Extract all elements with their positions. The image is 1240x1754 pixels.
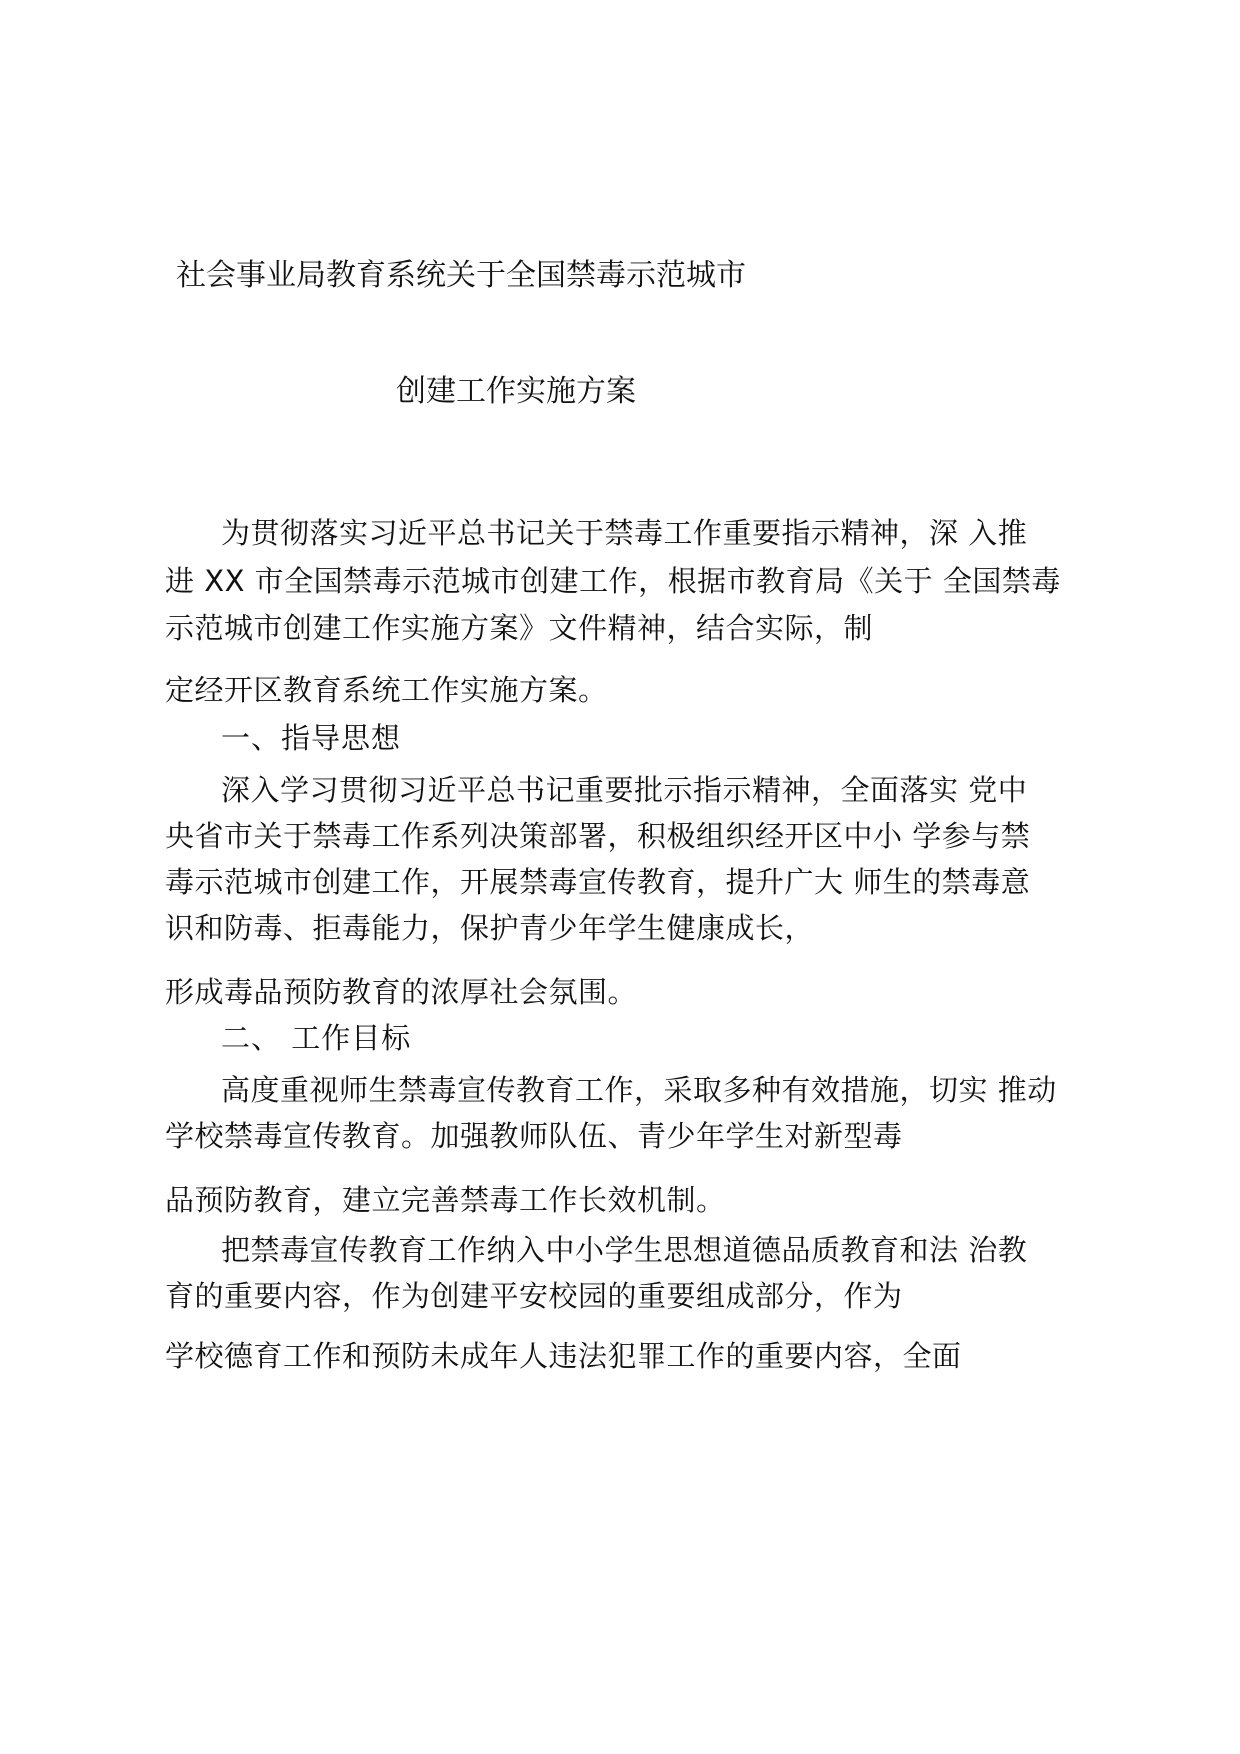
- paragraph-3-line-3: 品预防教育，建立完善禁毒工作长效机制。: [165, 1183, 726, 1217]
- section-heading-2: 二、 工作目标: [221, 1021, 412, 1055]
- paragraph-1-line-4: 定经开区教育系统工作实施方案。: [165, 673, 608, 707]
- paragraph-4-line-1: 把禁毒宣传教育工作纳入中小学生思想道德品质教育和法 治教: [221, 1233, 1028, 1267]
- paragraph-2-line-1: 深入学习贯彻习近平总书记重要批示指示精神，全面落实 党中: [221, 773, 1028, 807]
- section-heading-1: 一、指导思想: [221, 721, 402, 755]
- paragraph-3-line-2: 学校禁毒宣传教育。加强教师队伍、青少年学生对新型毒: [165, 1119, 903, 1153]
- paragraph-1-line-1: 为贯彻落实习近平总书记关于禁毒工作重要指示精神，深 入推: [221, 516, 1028, 550]
- paragraph-3-line-1: 高度重视师生禁毒宣传教育工作，采取多种有效措施，切实 推动: [221, 1073, 1057, 1107]
- paragraph-1-line-3: 示范城市创建工作实施方案》文件精神，结合实际，制: [165, 611, 874, 645]
- paragraph-2-line-4: 识和防毒、拒毒能力，保护青少年学生健康成长，: [165, 911, 815, 945]
- paragraph-2-line-2: 央省市关于禁毒工作系列决策部署，积极组织经开区中小 学参与禁: [165, 819, 1031, 853]
- paragraph-2-line-5: 形成毒品预防教育的浓厚社会氛围。: [165, 975, 638, 1009]
- paragraph-1-line-2: 进 XX 市全国禁毒示范城市创建工作，根据市教育局《关于 全国禁毒: [165, 564, 1061, 598]
- paragraph-4-line-3: 学校德育工作和预防未成年人违法犯罪工作的重要内容，全面: [165, 1339, 962, 1373]
- document-title-line-1: 社会事业局教育系统关于全国禁毒示范城市: [176, 258, 746, 293]
- paragraph-4-line-2: 育的重要内容，作为创建平安校园的重要组成部分，作为: [165, 1279, 903, 1313]
- document-title-line-2: 创建工作实施方案: [396, 374, 636, 409]
- paragraph-2-line-3: 毒示范城市创建工作，开展禁毒宣传教育，提升广大 师生的禁毒意: [165, 865, 1031, 899]
